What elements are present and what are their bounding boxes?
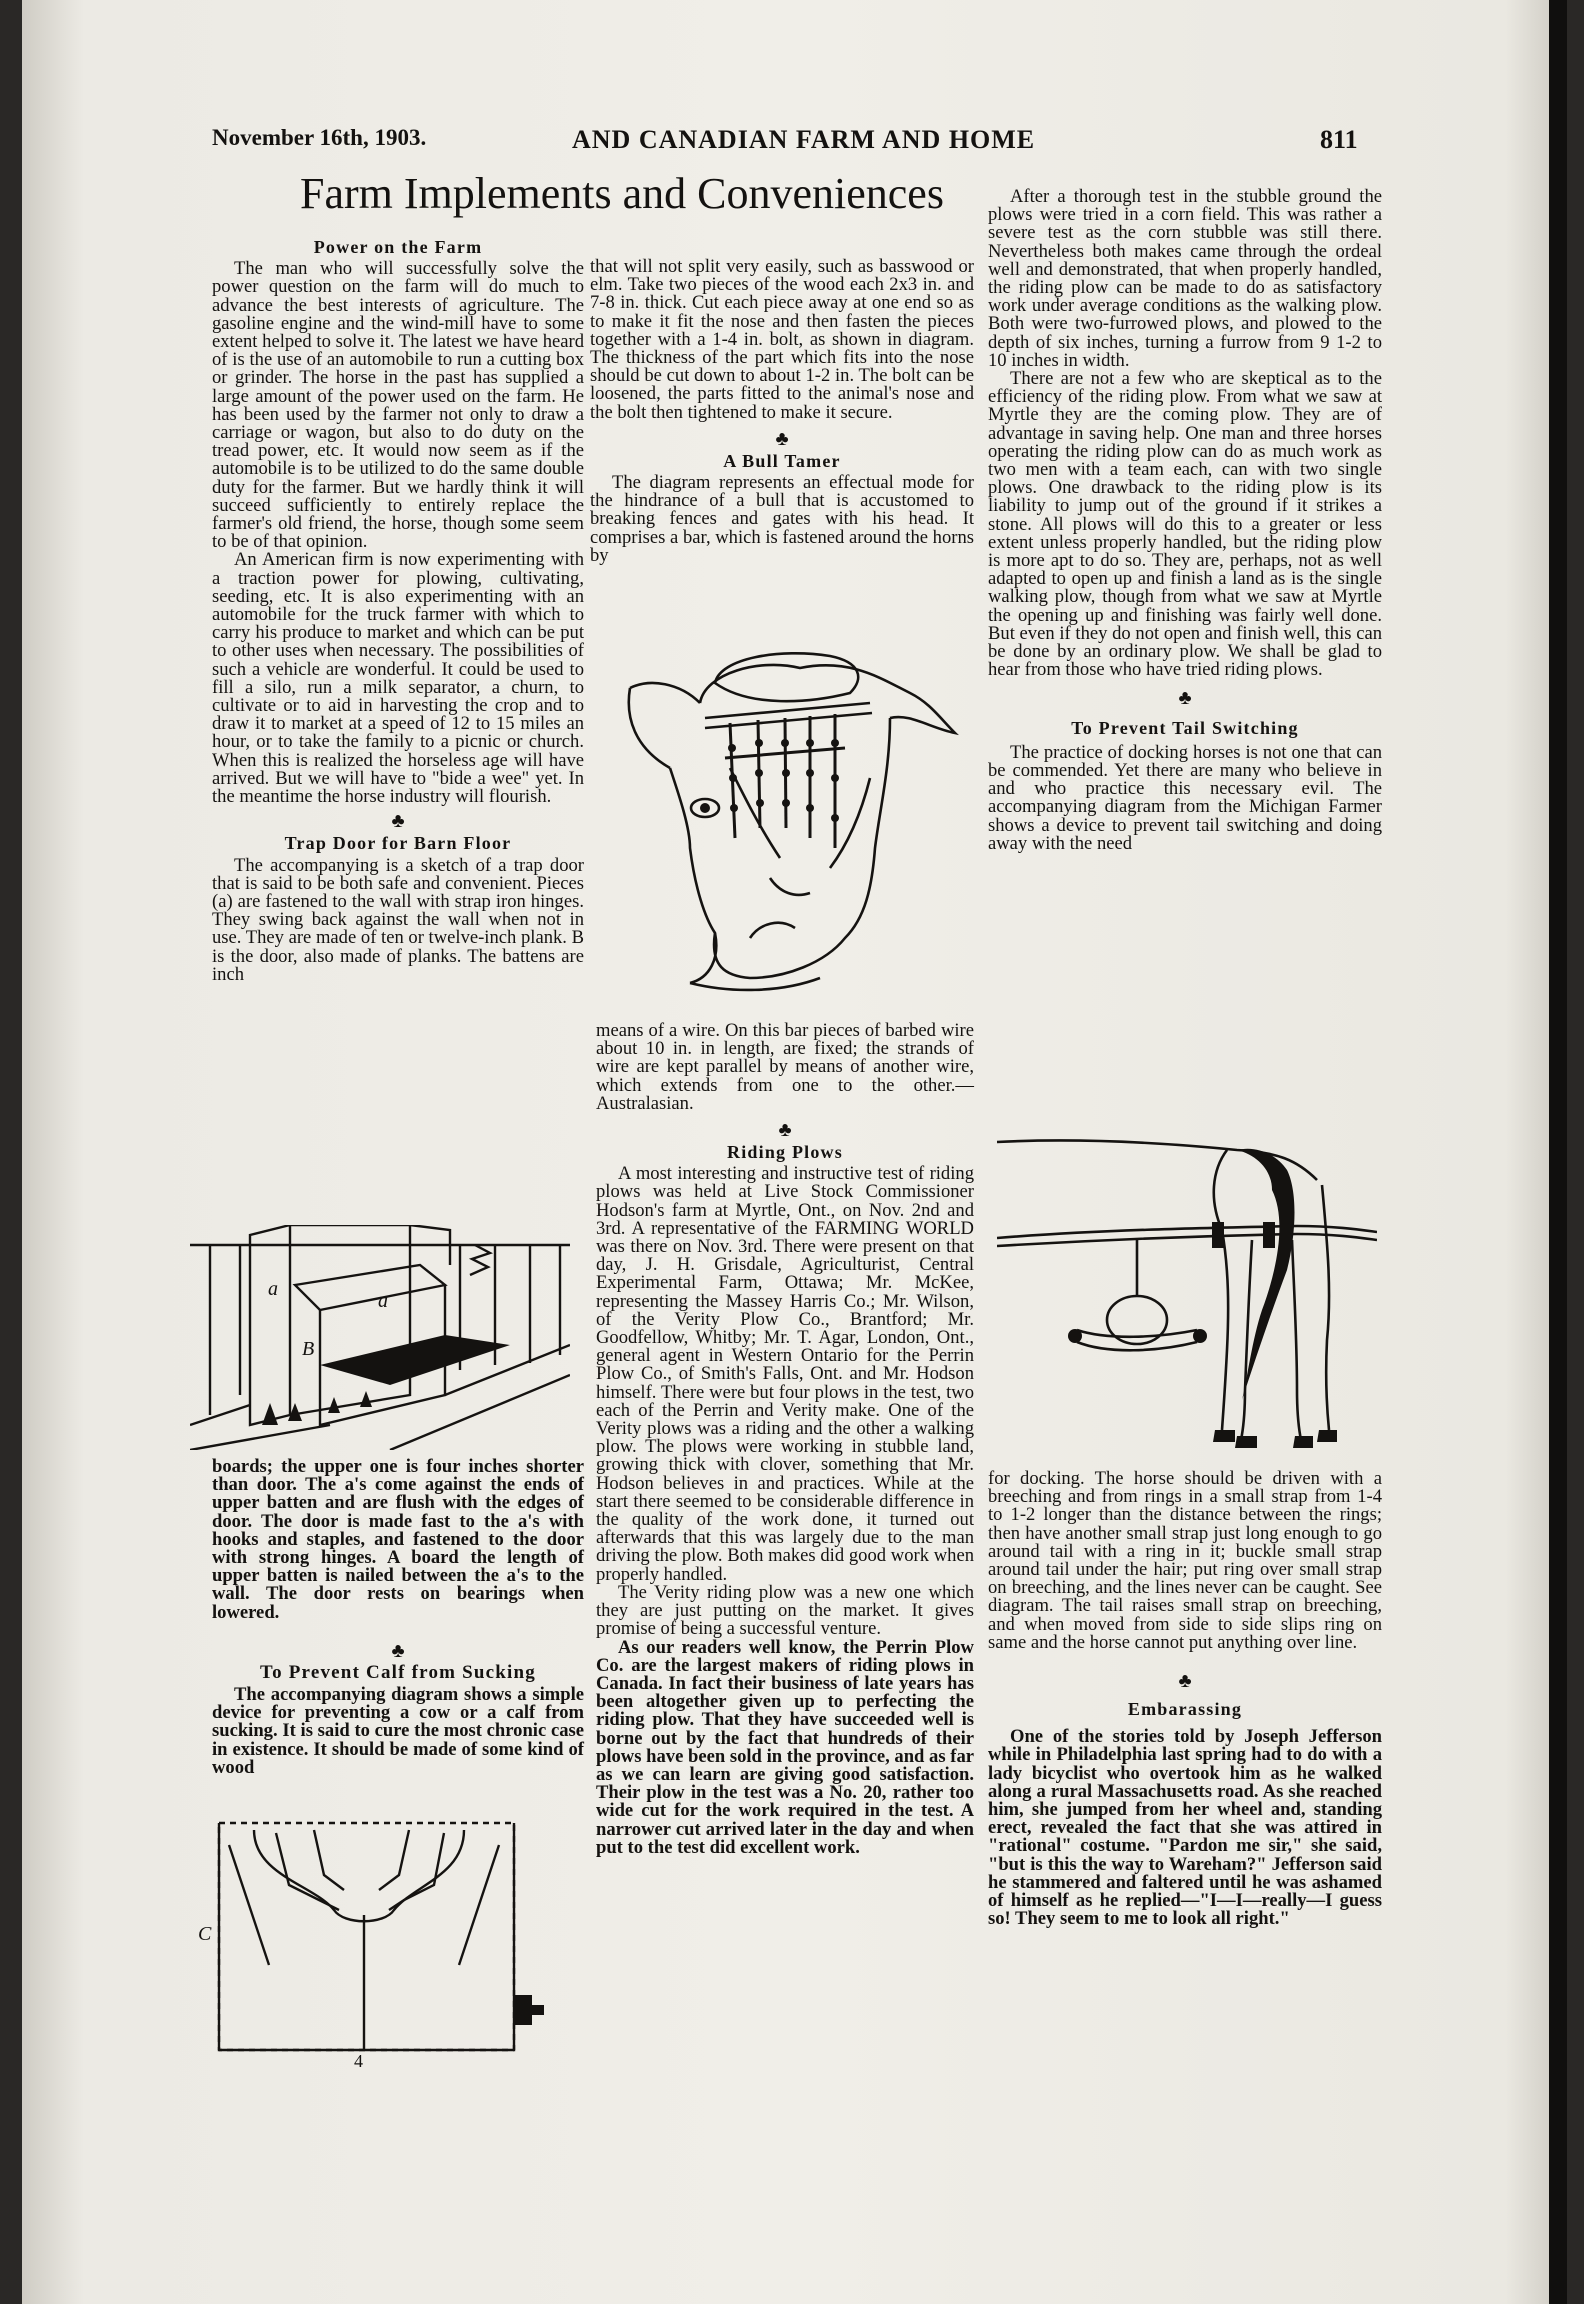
article-text: The accompanying is a sketch of a trap door that is said to be both safe and convenient. Pieces (a) are fastened to the wall with strap iron hinges. They swing back against the wall when not in use. They are made of ten or twelve-inch plank. B is the door, also made of planks. The battens are inch bbox=[212, 854, 584, 985]
binding-edge bbox=[1549, 0, 1567, 2304]
article-text: The accompanying diagram shows a simple device for preventing a cow or a calf from sucking. It is said to cure the most chronic case in existence. It should be made of some kind of wood bbox=[212, 1684, 584, 1778]
page-title: Farm Implements and Conveniences bbox=[300, 169, 944, 218]
article-heading-embarassing: Embarassing bbox=[1127, 1699, 1243, 1720]
article-text: As our readers well know, the Perrin Plow Co. are the largest makers of riding plows in Canada. In fact their business of late years has been altogether given up to perfecting the riding plow. That they have succeeded well is borne out by the fact that hundreds of their plows have been sold in the province, and as far as we can learn are giving good satisfaction. Their plow in the test was a No. 20, rather too wide cut for the work required in the test. A narrower cut arrived later in the day and when put to the test did excellent work. bbox=[596, 1636, 974, 1858]
ornament-icon: ♣ bbox=[1178, 687, 1192, 710]
newspaper-page bbox=[22, 0, 1567, 2304]
column-1-bottom bbox=[212, 1458, 584, 1777]
horse-tail-diagram bbox=[997, 1130, 1377, 1460]
article-text: The practice of docking horses is not one that can be commended. Yet there are many who believe in and who practice this necessary evil. The accompanying diagram from the Michigan Farmer shows a device to prevent tail switching and doing away with the need bbox=[988, 741, 1382, 854]
article-text: The man who will successfully solve the power question on the farm will do much to advance the best interests of agriculture. The gasoline engine and the wind-mill have to some extent helped to solve it. The latest we have heard of is the use of an automobile to run a cutting box or grinder. The horse in the past has supplied a large amount of the power used on the farm. He has been used by the farmer not only to draw a carriage or wagon, but also to do duty on the tread power, etc. It would now seem as if the automobile is to be utilized to do the same double duty for the farmer. But we hardly think it will succeed sufficiently to entirely replace the farmer's old friend, the horse, though some seem to be of that opinion. bbox=[212, 258, 584, 553]
bull-head-diagram bbox=[610, 648, 960, 993]
article-heading-riding-plows: Riding Plows bbox=[727, 1142, 843, 1163]
label-a: a bbox=[268, 1278, 278, 1300]
calf-device-figure bbox=[194, 1815, 549, 2070]
column-1-top bbox=[212, 238, 584, 984]
calf-device-diagram bbox=[194, 1815, 549, 2070]
ornament-icon: ♣ bbox=[391, 810, 405, 833]
article-heading-power: Power on the Farm bbox=[313, 237, 483, 257]
ornament-icon: ♣ bbox=[391, 1639, 405, 1662]
ornament-icon: ♣ bbox=[1178, 1670, 1192, 1693]
article-heading-tail-switching: To Prevent Tail Switching bbox=[1071, 718, 1299, 739]
article-text: boards; the upper one is four inches shorter than door. The a's come against the ends of upper batten and are flush with the edges of door. The door is made fast to the a's with hooks and staples, and fastened to the door with strong hinges. A board the length of upper batten is nailed between the a's to the wall. The door rests on bearings when lowered. bbox=[212, 1456, 584, 1623]
article-text: An American firm is now experimenting with a traction power for plowing, cultivating, seeding, etc. It is also experimenting with an automobile for the truck farmer with which to carry his produce to market and which can be put to other uses when necessary. The possibilities of such a vehicle are wonderful. It could be used to fill a silo, run a milk separator, a churn, to cultivate or to aid in harvesting the crop and to draw it to market at a speed of 12 to 15 miles an hour, or to take the family to a picnic or church. When this is realized the horseless age will have arrived. But we will have to "bide a wee" yet. In the meantime the horse industry will flourish. bbox=[212, 549, 584, 808]
column-2-bottom bbox=[596, 1022, 974, 1857]
trap-door-figure bbox=[190, 1225, 570, 1450]
article-text: The diagram represents an effectual mode for the hindrance of a bull that is accustomed to breaking fences and gates with his head. It comprises a bar, which is fastened around the horns by bbox=[590, 472, 974, 566]
bull-tamer-figure bbox=[610, 648, 960, 993]
tail-switching-figure bbox=[997, 1130, 1377, 1460]
label-b: B bbox=[302, 1338, 315, 1360]
ornament-icon: ♣ bbox=[778, 1119, 792, 1142]
article-text: One of the stories told by Joseph Jefferson while in Philadelphia last spring had to do with a lady bicyclist who overtook him as he walked along a rural Massachusetts road. As she reached him, she jumped from her wheel and, standing erect, revealed the fact that she was attired in "rational" costume. "Pardon me sir," she said, "but is this the way to Wareham?" Jefferson said he stammered and faltered until he was ashamed of himself as he replied—"I—I—really—I guess so! They seem to me to look all right." bbox=[988, 1726, 1382, 1930]
column-3-bottom bbox=[988, 1470, 1382, 1928]
label-4: 4 bbox=[354, 2051, 363, 2070]
article-text: for docking. The horse should be driven with a breeching and from rings in a small strap from 1-4 to 1-2 longer than the distance between the rings; then have another small strap just long enough to go around tail with a ring in it; buckle small strap around tail under the hair; put ring over small strap on breeching, and the lines never can be caught. See diagram. The tail raises small strap on breeching, and when moved from side to side slips ring on same and the horse cannot put anything over line. bbox=[988, 1468, 1382, 1653]
label-c: C bbox=[198, 1923, 212, 1945]
article-heading-bull-tamer: A Bull Tamer bbox=[723, 450, 841, 471]
article-text: The Verity riding plow was a new one which they are just putting on the market. It gives promise of being a successful venture. bbox=[596, 1581, 974, 1640]
trap-door-diagram bbox=[190, 1225, 570, 1450]
article-text: A most interesting and instructive test of riding plows was held at Live Stock Commissioner Hodson's farm at Myrtle, Ont., on Nov. 2nd and 3rd. A representative of the FARMING WORLD was there on Nov. 3rd. There were present on that day, J. H. Grisdale, Agriculturist, Central Experimental Farm, Ottawa; Mr. McKee, representing the Massey Harris Co.; Mr. Wilson, of the Verity Plow Co., Brantford; Mr. Goodfellow, Whitby; Mr. T. Agar, London, Ont., general agent in Western Ontario for the Perrin Plow Co., of Smith's Falls, Ont. and Mr. Hodson himself. There were but four plows in the test, two each of the Perrin and Verity make. One of the Verity plows was a riding and the other a walking plow. The plows were working in stubble land, growing thick with clover, something that Mr. Hodson believes in and practices. While at the start there seemed to be considerable difference in the quality of the work done, it turned out afterwards that this was largely due to the man driving the plow. Both makes did good work when properly handled. bbox=[596, 1163, 974, 1585]
article-heading-calf: To Prevent Calf from Sucking bbox=[259, 1661, 537, 1683]
article-text: There are not a few who are skeptical as to the efficiency of the riding plow. From what we saw at Myrtle they are the coming plow. They are of advantage in saving help. One man and three horses operating the riding plow can do as much work as two men with a team each, can with two single plows. One drawback to the riding plow is its liability to jump out of the ground if it strikes a stone. All plows will do this to a greater or less extent unless properly handled, but the riding plow is more apt to do so. They are, perhaps, not as well adapted to open up and finish a land as is the single walking plow, though from what we saw at Myrtle the opening up and finishing was fairly well done. But even if they do not open and finish well, this can be done by an ordinary plow. We shall be glad to hear from those who have tried riding plows. bbox=[988, 368, 1382, 681]
article-heading-trap-door: Trap Door for Barn Floor bbox=[284, 833, 512, 854]
article-text: After a thorough test in the stubble ground the plows were tried in a corn field. This was rather a severe test as the corn stubble was still there. Nevertheless both makes came through the ordeal well and demonstrated, that when properly handled, the riding plow can be made to do as satisfactory work under average conditions as the walking plow. Both were two-furrowed plows, and plowed to the depth of six inches, turning a furrow from 9 1-2 to 10 inches in width. bbox=[988, 186, 1382, 371]
column-2-top bbox=[590, 258, 974, 565]
issue-date: November 16th, 1903. bbox=[212, 125, 427, 150]
ornament-icon: ♣ bbox=[775, 427, 789, 450]
label-a: a bbox=[378, 1290, 388, 1312]
article-text: means of a wire. On this bar pieces of barbed wire about 10 in. in length, are fixed; the strands of wire are kept parallel by means of another wire, which extends from one to the other.—Australasian. bbox=[596, 1020, 974, 1114]
article-text: that will not split very easily, such as basswood or elm. Take two pieces of the wood each 2x3 in. and 7-8 in. thick. Cut each piece away at one end so as to make it fit the nose and then fasten the pieces together with a 1-4 in. bolt, as shown in diagram. The thickness of the part which fits into the nose should be cut down to about 1-2 in. The bolt can be loosened, the parts fitted to the animal's nose and the bolt then tightened to make it secure. bbox=[590, 256, 974, 423]
publication-header: AND CANADIAN FARM AND HOME bbox=[572, 125, 1036, 154]
column-3-top bbox=[988, 188, 1382, 853]
page-number: 811 bbox=[1320, 125, 1358, 154]
